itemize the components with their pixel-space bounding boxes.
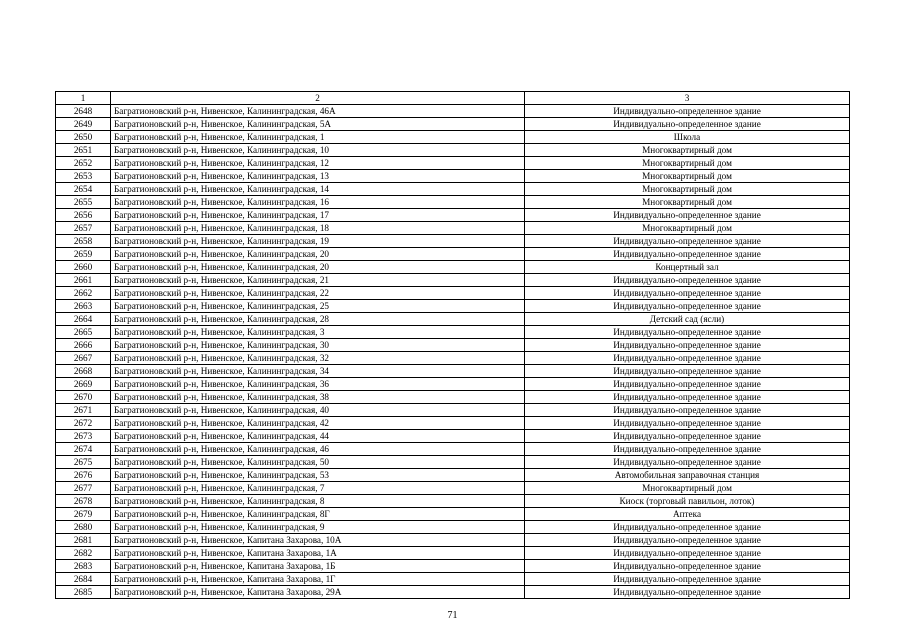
object-type-cell: Индивидуально-определенное здание: [525, 287, 850, 300]
table-row: [56, 417, 850, 430]
row-number-cell: 2660: [56, 261, 111, 274]
object-type-cell: Индивидуально-определенное здание: [525, 300, 850, 313]
row-number-cell: 2684: [56, 573, 111, 586]
table-row: [56, 508, 850, 521]
row-number-cell: 2662: [56, 287, 111, 300]
table-row: [56, 209, 850, 222]
address-cell: Багратионовский р-н, Нивенское, Калининградская, 50: [111, 456, 525, 469]
object-type-cell: Индивидуально-определенное здание: [525, 430, 850, 443]
object-type-cell: Концертный зал: [525, 261, 850, 274]
address-cell: Багратионовский р-н, Нивенское, Калининградская, 20: [111, 248, 525, 261]
address-cell: Багратионовский р-н, Нивенское, Капитана Захарова, 1Б: [111, 560, 525, 573]
object-type-cell: Индивидуально-определенное здание: [525, 326, 850, 339]
row-number-cell: 2649: [56, 118, 111, 131]
object-type-cell: Многоквартирный дом: [525, 170, 850, 183]
address-cell: Багратионовский р-н, Нивенское, Калининградская, 21: [111, 274, 525, 287]
object-type-cell: Индивидуально-определенное здание: [525, 586, 850, 599]
table-row: [56, 131, 850, 144]
table-row: [56, 144, 850, 157]
table-row: [56, 326, 850, 339]
address-cell: Багратионовский р-н, Нивенское, Калининградская, 53: [111, 469, 525, 482]
object-type-cell: Индивидуально-определенное здание: [525, 378, 850, 391]
object-type-cell: Индивидуально-определенное здание: [525, 248, 850, 261]
address-cell: Багратионовский р-н, Нивенское, Капитана Захарова, 1А: [111, 547, 525, 560]
table-row: [56, 118, 850, 131]
table-row: [56, 222, 850, 235]
object-type-cell: Индивидуально-определенное здание: [525, 534, 850, 547]
table-header-row: [56, 92, 850, 105]
row-number-cell: 2681: [56, 534, 111, 547]
row-number-cell: 2650: [56, 131, 111, 144]
object-type-cell: Индивидуально-определенное здание: [525, 560, 850, 573]
table-row: [56, 170, 850, 183]
row-number-cell: 2655: [56, 196, 111, 209]
row-number-cell: 2670: [56, 391, 111, 404]
object-type-cell: Автомобильная заправочная станция: [525, 469, 850, 482]
row-number-cell: 2664: [56, 313, 111, 326]
row-number-cell: 2669: [56, 378, 111, 391]
row-number-cell: 2648: [56, 105, 111, 118]
table-row: [56, 430, 850, 443]
table-row: [56, 261, 850, 274]
table-row: [56, 105, 850, 118]
address-cell: Багратионовский р-н, Нивенское, Калининградская, 36: [111, 378, 525, 391]
row-number-cell: 2671: [56, 404, 111, 417]
address-cell: Багратионовский р-н, Нивенское, Калининградская, 14: [111, 183, 525, 196]
address-cell: Багратионовский р-н, Нивенское, Калининградская, 25: [111, 300, 525, 313]
address-cell: Багратионовский р-н, Нивенское, Калининградская, 17: [111, 209, 525, 222]
object-type-cell: Детский сад (ясли): [525, 313, 850, 326]
address-cell: Багратионовский р-н, Нивенское, Калининградская, 28: [111, 313, 525, 326]
table-row: [56, 196, 850, 209]
object-type-cell: Индивидуально-определенное здание: [525, 443, 850, 456]
document-table: [55, 91, 850, 599]
object-type-cell: Индивидуально-определенное здание: [525, 274, 850, 287]
row-number-cell: 2673: [56, 430, 111, 443]
object-type-cell: Индивидуально-определенное здание: [525, 456, 850, 469]
table-row: [56, 378, 850, 391]
table-row: [56, 547, 850, 560]
address-cell: Багратионовский р-н, Нивенское, Калининградская, 12: [111, 157, 525, 170]
address-cell: Багратионовский р-н, Нивенское, Капитана Захарова, 10А: [111, 534, 525, 547]
table-row: [56, 560, 850, 573]
object-type-cell: Индивидуально-определенное здание: [525, 365, 850, 378]
address-cell: Багратионовский р-н, Нивенское, Калининградская, 46А: [111, 105, 525, 118]
row-number-cell: 2663: [56, 300, 111, 313]
row-number-cell: 2658: [56, 235, 111, 248]
address-cell: Багратионовский р-н, Нивенское, Калининградская, 20: [111, 261, 525, 274]
table-row: [56, 482, 850, 495]
table-row: [56, 391, 850, 404]
row-number-cell: 2674: [56, 443, 111, 456]
object-type-cell: Индивидуально-определенное здание: [525, 547, 850, 560]
table-row: [56, 365, 850, 378]
object-type-cell: Многоквартирный дом: [525, 157, 850, 170]
row-number-cell: 2680: [56, 521, 111, 534]
table-row: [56, 404, 850, 417]
address-cell: Багратионовский р-н, Нивенское, Калининградская, 38: [111, 391, 525, 404]
object-type-cell: Индивидуально-определенное здание: [525, 404, 850, 417]
table-row: [56, 183, 850, 196]
object-type-cell: Индивидуально-определенное здание: [525, 573, 850, 586]
address-cell: Багратионовский р-н, Нивенское, Калининградская, 32: [111, 352, 525, 365]
address-cell: Багратионовский р-н, Нивенское, Калининградская, 19: [111, 235, 525, 248]
row-number-cell: 2678: [56, 495, 111, 508]
row-number-cell: 2657: [56, 222, 111, 235]
object-type-cell: Индивидуально-определенное здание: [525, 352, 850, 365]
row-number-cell: 2675: [56, 456, 111, 469]
object-type-cell: Индивидуально-определенное здание: [525, 339, 850, 352]
object-type-cell: Индивидуально-определенное здание: [525, 417, 850, 430]
table-row: [56, 534, 850, 547]
table-row: [56, 443, 850, 456]
row-number-cell: 2654: [56, 183, 111, 196]
table-row: [56, 456, 850, 469]
row-number-cell: 2666: [56, 339, 111, 352]
object-type-cell: Индивидуально-определенное здание: [525, 391, 850, 404]
address-cell: Багратионовский р-н, Нивенское, Калининградская, 40: [111, 404, 525, 417]
header-cell-col-1: 1: [56, 92, 111, 105]
address-cell: Багратионовский р-н, Нивенское, Калининградская, 13: [111, 170, 525, 183]
row-number-cell: 2682: [56, 547, 111, 560]
address-cell: Багратионовский р-н, Нивенское, Калининградская, 30: [111, 339, 525, 352]
table-row: [56, 573, 850, 586]
row-number-cell: 2653: [56, 170, 111, 183]
header-cell-col-3: 3: [525, 92, 850, 105]
object-type-cell: Киоск (торговый павильон, лоток): [525, 495, 850, 508]
table-row: [56, 157, 850, 170]
row-number-cell: 2676: [56, 469, 111, 482]
object-type-cell: Индивидуально-определенное здание: [525, 105, 850, 118]
object-type-cell: Школа: [525, 131, 850, 144]
object-type-cell: Многоквартирный дом: [525, 222, 850, 235]
address-cell: Багратионовский р-н, Нивенское, Калининградская, 8: [111, 495, 525, 508]
row-number-cell: 2656: [56, 209, 111, 222]
address-cell: Багратионовский р-н, Нивенское, Калининградская, 10: [111, 144, 525, 157]
table-body: [56, 92, 850, 599]
address-cell: Багратионовский р-н, Нивенское, Калининградская, 46: [111, 443, 525, 456]
row-number-cell: 2685: [56, 586, 111, 599]
row-number-cell: 2672: [56, 417, 111, 430]
row-number-cell: 2651: [56, 144, 111, 157]
row-number-cell: 2661: [56, 274, 111, 287]
address-cell: Багратионовский р-н, Нивенское, Калининградская, 42: [111, 417, 525, 430]
address-cell: Багратионовский р-н, Нивенское, Калининградская, 18: [111, 222, 525, 235]
address-cell: Багратионовский р-н, Нивенское, Калининградская, 9: [111, 521, 525, 534]
table-row: [56, 287, 850, 300]
address-cell: Багратионовский р-н, Нивенское, Калининградская, 16: [111, 196, 525, 209]
row-number-cell: 2677: [56, 482, 111, 495]
address-cell: Багратионовский р-н, Нивенское, Калининградская, 44: [111, 430, 525, 443]
row-number-cell: 2668: [56, 365, 111, 378]
address-cell: Багратионовский р-н, Нивенское, Капитана Захарова, 29А: [111, 586, 525, 599]
table-row: [56, 248, 850, 261]
address-cell: Багратионовский р-н, Нивенское, Калининградская, 7: [111, 482, 525, 495]
table-row: [56, 300, 850, 313]
table-row: [56, 274, 850, 287]
address-cell: Багратионовский р-н, Нивенское, Калининградская, 8Г: [111, 508, 525, 521]
object-type-cell: Индивидуально-определенное здание: [525, 235, 850, 248]
object-type-cell: Многоквартирный дом: [525, 482, 850, 495]
object-type-cell: Многоквартирный дом: [525, 144, 850, 157]
table-row: [56, 521, 850, 534]
row-number-cell: 2652: [56, 157, 111, 170]
row-number-cell: 2659: [56, 248, 111, 261]
address-cell: Багратионовский р-н, Нивенское, Калининградская, 34: [111, 365, 525, 378]
table-row: [56, 469, 850, 482]
object-type-cell: Индивидуально-определенное здание: [525, 118, 850, 131]
object-type-cell: Аптека: [525, 508, 850, 521]
address-cell: Багратионовский р-н, Нивенское, Калининградская, 3: [111, 326, 525, 339]
address-cell: Багратионовский р-н, Нивенское, Калининградская, 5А: [111, 118, 525, 131]
row-number-cell: 2665: [56, 326, 111, 339]
table-row: [56, 235, 850, 248]
object-type-cell: Многоквартирный дом: [525, 196, 850, 209]
row-number-cell: 2679: [56, 508, 111, 521]
object-type-cell: Индивидуально-определенное здание: [525, 209, 850, 222]
table-row: [56, 352, 850, 365]
table-row: [56, 586, 850, 599]
table-row: [56, 313, 850, 326]
object-type-cell: Многоквартирный дом: [525, 183, 850, 196]
table-row: [56, 495, 850, 508]
header-cell-col-2: 2: [111, 92, 525, 105]
address-cell: Багратионовский р-н, Нивенское, Капитана Захарова, 1Г: [111, 573, 525, 586]
page-number: 71: [447, 610, 458, 621]
address-cell: Багратионовский р-н, Нивенское, Калининградская, 1: [111, 131, 525, 144]
address-cell: Багратионовский р-н, Нивенское, Калининградская, 22: [111, 287, 525, 300]
object-type-cell: Индивидуально-определенное здание: [525, 521, 850, 534]
table-row: [56, 339, 850, 352]
row-number-cell: 2683: [56, 560, 111, 573]
row-number-cell: 2667: [56, 352, 111, 365]
